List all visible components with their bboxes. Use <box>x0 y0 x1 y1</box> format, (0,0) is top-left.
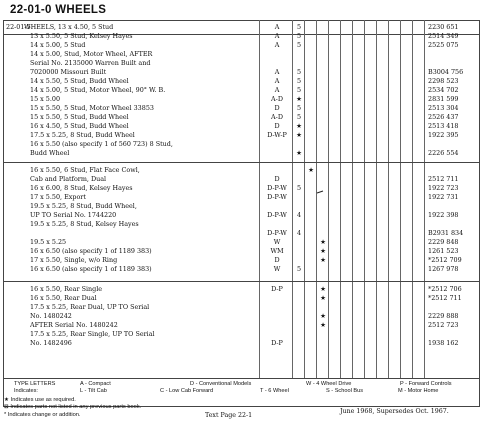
part-description: 15 x 5.50, 5 Stud, Motor Wheel 33853 <box>30 104 154 112</box>
part-description: 19.5 x 5.25 <box>30 238 67 246</box>
model-mark: ★ <box>320 256 326 264</box>
quantity: 5 <box>296 184 302 192</box>
legend-motor-home: M - Motor Home <box>398 388 439 394</box>
model-mark: ★ <box>320 238 326 246</box>
quantity: 5 <box>296 265 302 273</box>
quantity: 5 <box>296 113 302 121</box>
type-letter: W <box>273 238 281 246</box>
part-description: 17.5 x 5.25, Rear Dual, UP TO Serial <box>30 303 150 311</box>
part-description: 7020000 Missouri Built <box>30 68 107 76</box>
part-description: 17 x 5.50, Export <box>30 193 86 201</box>
legend-indicates: Indicates: <box>14 388 38 394</box>
type-letter: D-P <box>271 285 283 293</box>
quantity: 5 <box>296 23 302 31</box>
footnote-not-listed: ⊠ Indicates parts not listed in any previous parts book. <box>4 404 142 410</box>
table-row <box>0 104 484 113</box>
part-number: 1922 398 <box>428 211 459 219</box>
quantity: 5 <box>296 86 302 94</box>
part-number: 2229 848 <box>428 238 459 246</box>
legend-forward-controls: P - Forward Controls <box>400 381 452 387</box>
type-letter: D-P-W <box>267 211 287 219</box>
part-description: 16 x 6.50 (also specify 1 of 1189 383) <box>30 265 152 273</box>
part-number: 2526 437 <box>428 113 459 121</box>
type-letter: W <box>273 265 281 273</box>
type-letter: D <box>274 104 280 112</box>
part-number: 2512 723 <box>428 321 459 329</box>
part-number: 2513 304 <box>428 104 459 112</box>
part-description: 17.5 x 5.25, Rear Single, UP TO Serial <box>30 330 155 338</box>
quantity: ★ <box>296 131 302 139</box>
table-row <box>0 211 484 220</box>
part-number: 2831 599 <box>428 95 459 103</box>
table-row <box>0 41 484 50</box>
legend-tilt-cab: L - Tilt Cab <box>80 388 107 394</box>
legend-low-cab: C - Low Cab Forward <box>160 388 214 394</box>
part-number: 1267 978 <box>428 265 459 273</box>
part-number: 2226 554 <box>428 149 459 157</box>
table-row <box>0 86 484 95</box>
part-description: No. 1482496 <box>30 339 72 347</box>
part-number: 2512 711 <box>428 175 459 183</box>
part-number: 2230 651 <box>428 23 459 31</box>
table-row <box>0 265 484 274</box>
legend-type-letters: TYPE LETTERS <box>14 381 56 387</box>
part-number: 2513 418 <box>428 122 459 130</box>
table-row <box>0 238 484 247</box>
footnote-as-required: ★ Indicates use as required. <box>4 397 76 403</box>
part-number: 2534 702 <box>428 86 459 94</box>
part-number: B3004 756 <box>428 68 464 76</box>
model-mark: ★ <box>320 285 326 293</box>
part-number: 2525 075 <box>428 41 459 49</box>
page-title: 22-01-0 WHEELS <box>10 4 107 16</box>
part-description: 14 x 5.00, 5 Stud <box>30 41 86 49</box>
model-mark: ★ <box>320 247 326 255</box>
type-letter: A <box>274 23 280 31</box>
type-letter: D <box>274 175 280 183</box>
table-row <box>0 95 484 104</box>
part-description: 16 x 5.50, Rear Single <box>30 285 103 293</box>
table-row <box>0 247 484 256</box>
type-letter: D-P <box>271 339 283 347</box>
table-row <box>0 220 484 229</box>
type-letter: D <box>274 122 280 130</box>
part-description: Serial No. 2135000 Warren Built and <box>30 59 151 67</box>
table-row <box>0 256 484 265</box>
table-row <box>0 140 484 149</box>
quantity: 4 <box>296 229 302 237</box>
part-description: 16 x 5.50, Rear Dual <box>30 294 97 302</box>
table-row <box>0 175 484 184</box>
part-number: 2514 349 <box>428 32 459 40</box>
part-description: 19.5 x 5.25, 8 Stud, Kelsey Hayes <box>30 220 139 228</box>
model-mark: ★ <box>320 321 326 329</box>
type-letter: A <box>274 86 280 94</box>
part-number: 2298 523 <box>428 77 459 85</box>
type-letter: A <box>274 77 280 85</box>
part-description: 14 x 5.00, Stud, Motor Wheel, AFTER <box>30 50 153 58</box>
part-description: 19.5 x 5.25, 8 Stud, Budd Wheel, <box>30 202 137 210</box>
part-description: WHEELS, 13 x 4.50, 5 Stud <box>24 23 114 31</box>
table-row <box>0 330 484 339</box>
type-letter: A <box>274 68 280 76</box>
legend-compact: A - Compact <box>80 381 111 387</box>
legend-school-bus: S - School Bus <box>326 388 363 394</box>
table-row <box>0 193 484 202</box>
type-letter: A-D <box>271 113 283 121</box>
table-row <box>0 303 484 312</box>
footnote-change: * Indicates change or addition. <box>4 412 81 418</box>
quantity: ★ <box>296 95 302 103</box>
table-row <box>0 202 484 211</box>
model-mark: ★ <box>320 294 326 302</box>
part-number: 1922 731 <box>428 193 459 201</box>
table-row <box>0 229 484 238</box>
part-description: 17 x 5.50, Single, w/o Ring <box>30 256 118 264</box>
part-number: *2512 711 <box>428 294 462 302</box>
part-description: 14 x 5.00, 5 Stud, Motor Wheel, 90° W. B. <box>30 86 166 94</box>
table-row <box>0 285 484 294</box>
quantity: 5 <box>296 32 302 40</box>
table-row <box>0 184 484 193</box>
legend-4wd: W - 4 Wheel Drive <box>306 381 352 387</box>
table-row <box>0 23 484 32</box>
table-row <box>0 166 484 175</box>
part-description: 16 x 5.50 (also specify 1 of 560 723) 8 Stud, <box>30 140 173 148</box>
part-description: 16 x 5.50, 6 Stud, Flat Face Cowl, <box>30 166 140 174</box>
table-row <box>0 50 484 59</box>
part-number: *2512 709 <box>428 256 462 264</box>
section-number: 22-01-5 <box>6 23 31 31</box>
part-description: 15 x 5.50, 5 Stud, Budd Wheel <box>30 113 129 121</box>
part-description: Cab and Platform, Dual <box>30 175 107 183</box>
part-description: No. 1480242 <box>30 312 72 320</box>
quantity: 5 <box>296 104 302 112</box>
part-description: 16 x 4.50, 5 Stud, Budd Wheel <box>30 122 129 130</box>
legend-6-wheel: T - 6 Wheel <box>260 388 289 394</box>
quantity: 4 <box>296 211 302 219</box>
table-row <box>0 131 484 140</box>
type-letter: A-D <box>271 95 283 103</box>
table-row <box>0 122 484 131</box>
table-row <box>0 68 484 77</box>
quantity: 5 <box>296 68 302 76</box>
part-number: 1922 723 <box>428 184 459 192</box>
type-letter: A <box>274 32 280 40</box>
model-mark: ★ <box>308 166 314 174</box>
type-letter: D-W-P <box>267 131 287 139</box>
type-letter: D <box>274 256 280 264</box>
part-number: 1922 395 <box>428 131 459 139</box>
type-letter: A <box>274 41 280 49</box>
table-row <box>0 312 484 321</box>
part-number: 2229 888 <box>428 312 459 320</box>
legend-conventional: D - Conventional Models <box>190 381 252 387</box>
table-row <box>0 113 484 122</box>
part-number: *2512 706 <box>428 285 462 293</box>
quantity: ★ <box>296 149 302 157</box>
footer-date: June 1968, Supersedes Oct. 1967. <box>340 408 449 415</box>
model-mark: ★ <box>320 312 326 320</box>
table-row <box>0 77 484 86</box>
footer-page-number: Text Page 22-1 <box>205 412 253 419</box>
table-row <box>0 59 484 68</box>
type-letter: WM <box>270 247 284 255</box>
part-number: 1261 523 <box>428 247 459 255</box>
part-description: 17.5 x 5.25, 8 Stud, Budd Wheel <box>30 131 135 139</box>
part-description: Budd Wheel <box>30 149 70 157</box>
table-row <box>0 339 484 348</box>
part-description: UP TO Serial No. 1744220 <box>30 211 117 219</box>
quantity: ★ <box>296 122 302 130</box>
part-description: 16 x 6.00, 8 Stud, Kelsey Hayes <box>30 184 133 192</box>
quantity: 5 <box>296 77 302 85</box>
table-row <box>0 321 484 330</box>
table-row <box>0 149 484 158</box>
part-description: 16 x 6.50 (also specify 1 of 1189 383) <box>30 247 152 255</box>
table-row <box>0 32 484 41</box>
part-description: 14 x 5.50, 5 Stud, Budd Wheel <box>30 77 129 85</box>
quantity: 5 <box>296 41 302 49</box>
type-letter: D-P-W <box>267 193 287 201</box>
part-number: B2931 834 <box>428 229 464 237</box>
part-description: 15 x 5.00 <box>30 95 61 103</box>
table-row <box>0 294 484 303</box>
type-letter: D-P-W <box>267 229 287 237</box>
part-description: AFTER Serial No. 1480242 <box>30 321 118 329</box>
part-description: 13 x 5.50, 5 Stud, Kelsey Hayes <box>30 32 133 40</box>
type-letter: D-P-W <box>267 184 287 192</box>
part-number: 1938 162 <box>428 339 459 347</box>
